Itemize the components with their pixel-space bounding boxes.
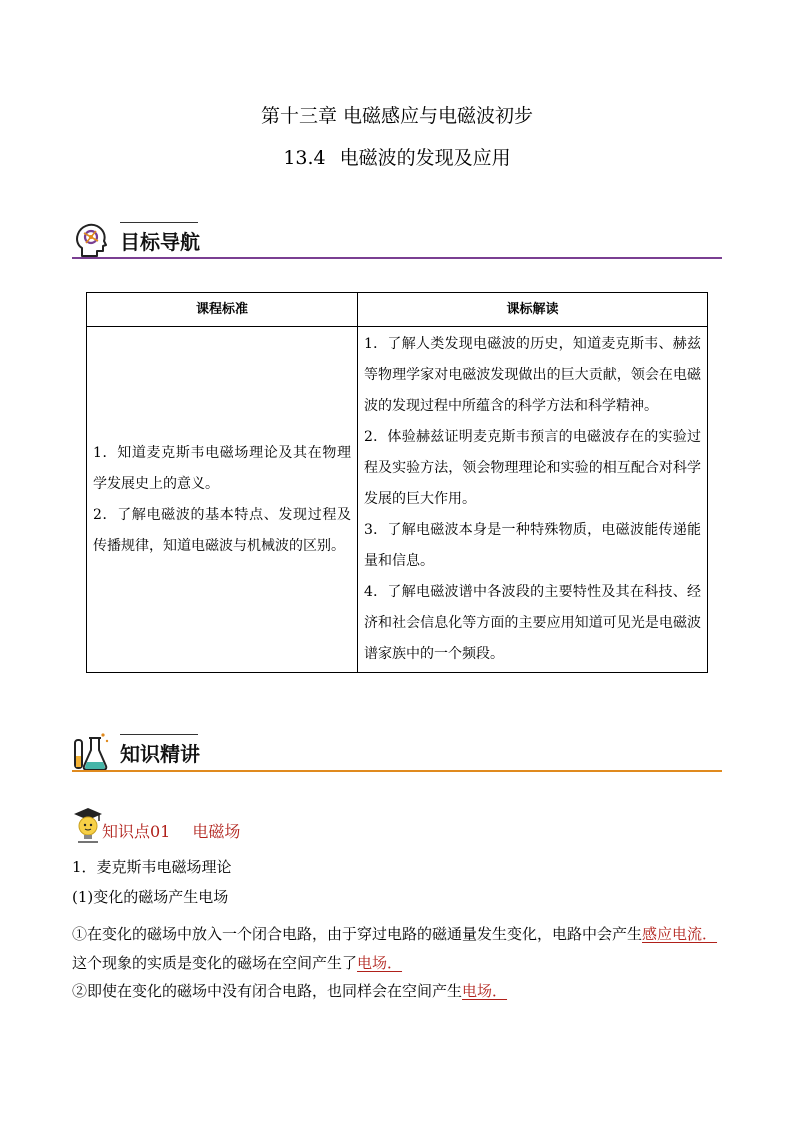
col-header-interpretation: 课标解读 [358,293,708,327]
knowledge-point-heading [72,806,472,846]
knowledge-point-number: 知识点01 [102,822,171,841]
body-paragraph-1 [72,920,724,978]
answer-highlight: 电场． [357,954,403,972]
answer-highlight: 感应电流． [642,925,718,943]
standard-item: 2．了解电磁波的基本特点、发现过程及传播规律，知道电磁波与机械波的区别。 [93,506,351,554]
interpretation-item: 1．了解人类发现电磁波的历史，知道麦克斯韦、赫兹等物理学家对电磁波发现做出的巨大贡献，领会在电磁波的发现过程中所蕴含的科学方法和科学精神。 [364,336,701,414]
knowledge-heading-text: 知识精讲 [120,742,200,766]
body-line-1: 1．麦克斯韦电磁场理论 [72,858,232,876]
body-paragraph-2 [72,981,724,1002]
knowledge-heading-rule [72,770,722,772]
answer-highlight: 电场． [462,982,508,1000]
chapter-title: 第十三章 电磁感应与电磁波初步 [260,105,534,127]
body-text: ②即使在变化的磁场中没有闭合电路，也同样会在空间产生 [72,982,463,1000]
col-header-standards: 课程标准 [87,293,358,327]
heading-deco-line [120,734,198,735]
knowledge-point-label [102,821,240,843]
standard-item: 1．知道麦克斯韦电磁场理论及其在物理学发展史上的意义。 [93,444,351,492]
section-number: 13.4 [283,147,326,169]
goal-heading [72,222,722,262]
heading-deco-line [120,222,198,223]
standards-table [86,292,708,673]
body-text: 这个现象的实质是变化的磁场在空间产生了 [72,954,358,972]
goal-heading-text: 目标导航 [120,230,200,254]
knowledge-heading [72,734,722,776]
interpretation-cell [358,327,708,673]
interpretation-item: 2．体验赫兹证明麦克斯韦预言的电磁波存在的实验过程及实验方法，领会物理理论和实验的相互配合对科学发展的巨大作用。 [364,429,701,507]
section-title [0,146,794,170]
section-name: 电磁波的发现及应用 [339,147,511,169]
knowledge-point-title: 电磁场 [192,822,241,841]
graduate-bulb-icon [72,806,104,850]
interpretation-item: 3．了解电磁波本身是一种特殊物质，电磁波能传递能量和信息。 [364,522,701,569]
goal-heading-rule [72,257,722,259]
interpretation-item: 4．了解电磁波谱中各波段的主要特性及其在科技、经济和社会信息化等方面的主要应用知道可见光是电磁波谱家族中的一个频段。 [364,584,701,662]
standards-cell [87,327,358,673]
body-line-2: (1)变化的磁场产生电场 [72,888,229,906]
body-text: ①在变化的磁场中放入一个闭合电路，由于穿过电路的磁通量发生变化，电路中会产生 [72,925,643,943]
